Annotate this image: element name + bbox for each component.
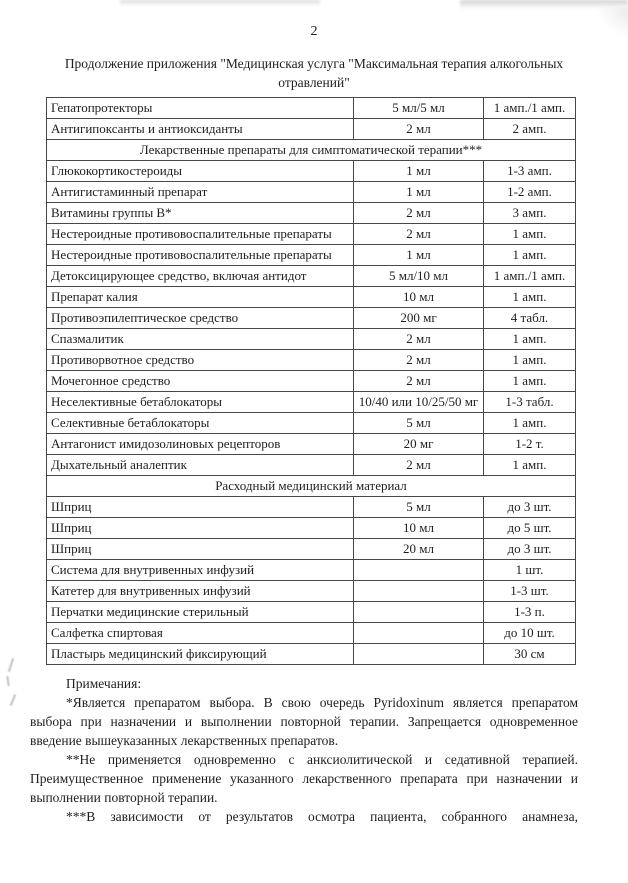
- dose-cell: 2 мл: [354, 203, 484, 224]
- dose-cell: 10 мл: [354, 518, 484, 539]
- table-row: [47, 497, 576, 518]
- name-cell: Антигипоксанты и антиоксиданты: [47, 119, 354, 140]
- dose-cell: 20 мг: [354, 434, 484, 455]
- dose-cell: 2 мл: [354, 119, 484, 140]
- table-row: [47, 329, 576, 350]
- qty-cell: 1-2 т.: [484, 434, 576, 455]
- table-row: [47, 413, 576, 434]
- dose-cell: 2 мл: [354, 350, 484, 371]
- dose-cell: 2 мл: [354, 371, 484, 392]
- table-row: [47, 518, 576, 539]
- name-cell: Глюкокортикостероиды: [47, 161, 354, 182]
- note-paragraph-1: *Является препаратом выбора. В свою очередь Pyridoxinum является препаратом выбора при назначении и выполнении повторной терапии. Запрещается одновременное введение вышеуказанных лекарственных препаратов.: [30, 695, 578, 748]
- qty-cell: 1 амп.: [484, 329, 576, 350]
- qty-cell: 1-3 шт.: [484, 581, 576, 602]
- name-cell: Нестероидные противовоспалительные препараты: [47, 245, 354, 266]
- dose-cell: 5 мл/10 мл: [354, 266, 484, 287]
- qty-cell: 1 амп.: [484, 224, 576, 245]
- name-cell: Противорвотное средство: [47, 350, 354, 371]
- qty-cell: 1 амп.: [484, 455, 576, 476]
- margin-pen-mark: [10, 694, 16, 706]
- qty-cell: 1 амп.: [484, 350, 576, 371]
- dose-cell: 10 мл: [354, 287, 484, 308]
- dose-cell: 2 мл: [354, 329, 484, 350]
- name-cell: Мочегонное средство: [47, 371, 354, 392]
- qty-cell: 4 табл.: [484, 308, 576, 329]
- margin-pen-mark: [8, 658, 14, 672]
- table-row: [47, 371, 576, 392]
- table-row: [47, 98, 576, 119]
- qty-cell: 30 см: [484, 644, 576, 665]
- qty-cell: 1 амп./1 амп.: [484, 98, 576, 119]
- medication-table: [46, 97, 576, 665]
- section-label: Расходный медицинский материал: [47, 476, 576, 497]
- qty-cell: 3 амп.: [484, 203, 576, 224]
- section-label: Лекарственные препараты для симптоматической терапии***: [47, 140, 576, 161]
- qty-cell: 1 шт.: [484, 560, 576, 581]
- dose-cell: 10/40 или 10/25/50 мг: [354, 392, 484, 413]
- qty-cell: 2 амп.: [484, 119, 576, 140]
- dose-cell: 1 мл: [354, 161, 484, 182]
- table-row: [47, 119, 576, 140]
- table-row: [47, 434, 576, 455]
- qty-cell: 1 амп.: [484, 287, 576, 308]
- dose-cell: 5 мл: [354, 497, 484, 518]
- table-row: [47, 455, 576, 476]
- table-section-row: [47, 140, 576, 161]
- table-row: [47, 287, 576, 308]
- table-row: [47, 602, 576, 623]
- table-row: [47, 623, 576, 644]
- table-row: [47, 560, 576, 581]
- qty-cell: до 10 шт.: [484, 623, 576, 644]
- notes-block: [30, 674, 578, 826]
- qty-cell: до 3 шт.: [484, 539, 576, 560]
- qty-cell: 1 амп.: [484, 245, 576, 266]
- dose-cell: 200 мг: [354, 308, 484, 329]
- name-cell: Препарат калия: [47, 287, 354, 308]
- qty-cell: до 5 шт.: [484, 518, 576, 539]
- name-cell: Противоэпилептическое средство: [47, 308, 354, 329]
- table-row: [47, 161, 576, 182]
- dose-cell: 1 мл: [354, 182, 484, 203]
- dose-cell: 2 мл: [354, 224, 484, 245]
- name-cell: Антагонист имидозолиновых рецепторов: [47, 434, 354, 455]
- page-number: 2: [310, 24, 318, 39]
- name-cell: Катетер для внутривенных инфузий: [47, 581, 354, 602]
- name-cell: Шприц: [47, 518, 354, 539]
- table-row: [47, 266, 576, 287]
- medication-table-body: [47, 98, 576, 665]
- qty-cell: 1-2 амп.: [484, 182, 576, 203]
- name-cell: Нестероидные противовоспалительные препараты: [47, 224, 354, 245]
- name-cell: Неселективные бетаблокаторы: [47, 392, 354, 413]
- qty-cell: 1 амп.: [484, 371, 576, 392]
- notes-heading: Примечания:: [66, 676, 142, 691]
- dose-cell: [354, 623, 484, 644]
- qty-cell: 1 амп./1 амп.: [484, 266, 576, 287]
- table-row: [47, 224, 576, 245]
- name-cell: Перчатки медицинские стерильный: [47, 602, 354, 623]
- name-cell: Антигистаминный препарат: [47, 182, 354, 203]
- name-cell: Спазмалитик: [47, 329, 354, 350]
- name-cell: Салфетка спиртовая: [47, 623, 354, 644]
- dose-cell: [354, 560, 484, 581]
- table-row: [47, 245, 576, 266]
- dose-cell: [354, 644, 484, 665]
- dose-cell: 1 мл: [354, 245, 484, 266]
- table-row: [47, 203, 576, 224]
- dose-cell: 5 мл: [354, 413, 484, 434]
- qty-cell: 1 амп.: [484, 413, 576, 434]
- name-cell: Система для внутривенных инфузий: [47, 560, 354, 581]
- name-cell: Шприц: [47, 497, 354, 518]
- name-cell: Селективные бетаблокаторы: [47, 413, 354, 434]
- name-cell: Шприц: [47, 539, 354, 560]
- table-row: [47, 182, 576, 203]
- name-cell: Витамины группы В*: [47, 203, 354, 224]
- note-paragraph-3: ***В зависимости от результатов осмотра пациента, собранного анамнеза,: [66, 809, 578, 824]
- table-row: [47, 581, 576, 602]
- name-cell: Дыхательный аналептик: [47, 455, 354, 476]
- dose-cell: [354, 602, 484, 623]
- document-title: Продолжение приложения "Медицинская услуга "Максимальная терапия алкогольных отравлений": [64, 56, 564, 90]
- name-cell: Детоксицирующее средство, включая антидот: [47, 266, 354, 287]
- table-row: [47, 350, 576, 371]
- table-section-row: [47, 476, 576, 497]
- scan-artifact-top-left: [120, 0, 320, 6]
- dose-cell: 20 мл: [354, 539, 484, 560]
- qty-cell: до 3 шт.: [484, 497, 576, 518]
- name-cell: Гепатопротекторы: [47, 98, 354, 119]
- table-row: [47, 392, 576, 413]
- qty-cell: 1-3 п.: [484, 602, 576, 623]
- table-row: [47, 644, 576, 665]
- margin-pen-mark: [6, 676, 9, 686]
- table-row: [47, 308, 576, 329]
- name-cell: Пластырь медицинский фиксирующий: [47, 644, 354, 665]
- table-row: [47, 539, 576, 560]
- qty-cell: 1-3 амп.: [484, 161, 576, 182]
- dose-cell: [354, 581, 484, 602]
- note-paragraph-2: **Не применяется одновременно с анксиолитической и седативной терапией. Преимущественное применение указанного лекарственного препарата при назначении и выполнении повторной терапии.: [30, 752, 578, 805]
- qty-cell: 1-3 табл.: [484, 392, 576, 413]
- dose-cell: 5 мл/5 мл: [354, 98, 484, 119]
- dose-cell: 2 мл: [354, 455, 484, 476]
